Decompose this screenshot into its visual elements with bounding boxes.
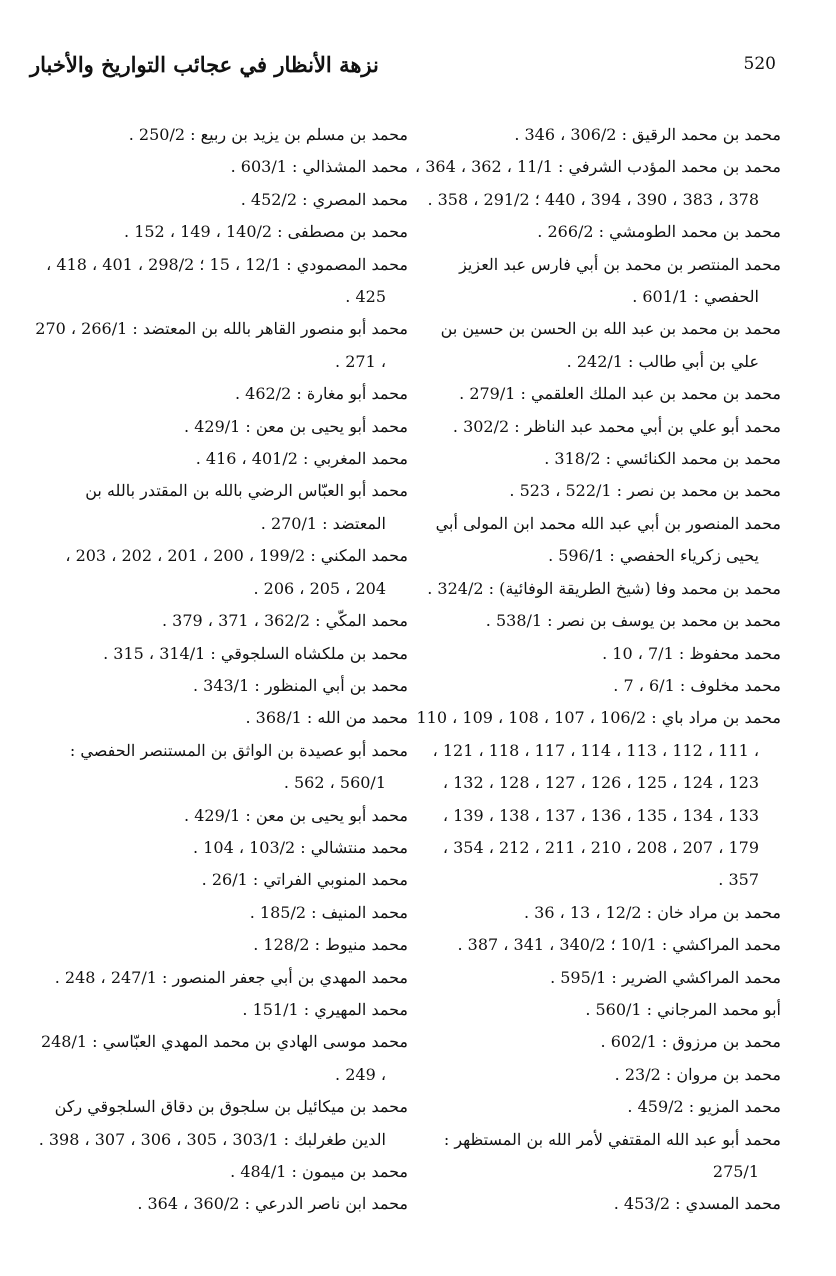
- index-entry: محمد أبو عصيدة بن الواثق بن المستنصر الحفصي : 560/1 ، 562 .: [69, 740, 408, 793]
- index-entry: محمد بن مراد باي : 106/2 ، 107 ، 108 ، 109 ، 110 ، 111 ، 112 ، 113 ، 114 ، 117 ، 118 ، 121 ، 123 ، 124 ، 125 ، 126 ، 127 ، 128 ، 132 ، 133 ، 134 ، 135 ، 136 ، 137 ، 138 ، 139 ، 179 ، 207 ، 208 ، 210 ، 211 ، 212 ، 354 ، 357 .: [416, 708, 781, 890]
- index-entry: محمد بن محمد بن يوسف بن نصر : 538/1 .: [485, 611, 781, 631]
- index-entry: محمد أبو يحيى بن معن : 429/1 .: [184, 416, 408, 436]
- index-entry: محمد منيوط : 128/2 .: [253, 935, 408, 955]
- index-entry: محمد مخلوف : 6/1 ، 7 .: [613, 675, 781, 695]
- index-entry: محمد بن مرزوق : 602/1 .: [600, 1032, 781, 1052]
- index-entry: محمد المصري : 452/2 .: [240, 189, 408, 209]
- running-title: نزهة الأنظار في عجائب التواريخ والأخبار: [30, 51, 379, 77]
- index-entry: محمد بن محمد الطومشي : 266/2 .: [537, 222, 781, 242]
- index-entry: محمد أبو العبّاس الرضي بالله بن المقتدر بالله بن المعتضد : 270/1 .: [85, 481, 408, 533]
- index-entry: محمد بن مراد خان : 12/2 ، 13 ، 36 .: [524, 902, 781, 922]
- index-entry: محمد المكّي : 362/2 ، 371 ، 379 .: [162, 611, 408, 631]
- index-entry: محمد المهدي بن أبي جعفر المنصور : 247/1 ، 248 .: [54, 967, 408, 987]
- index-entry: محمد المنصور بن أبي عبد الله محمد ابن المولى أبي يحيى زكرياء الحفصي : 596/1 .: [435, 513, 781, 566]
- index-entry: محمد المكني : 199/2 ، 200 ، 201 ، 202 ، 203 ، 204 ، 205 ، 206 .: [65, 546, 408, 598]
- index-entry: محمد ابن ناصر الدرعي : 360/2 ، 364 .: [137, 1194, 408, 1214]
- index-column-right: [409, 119, 781, 1221]
- index-entry: محمد المراكشي : 10/1 ؛ 340/2 ، 341 ، 387 .: [457, 935, 781, 955]
- index-entry: محمد بن محمد بن عبد الملك العلقمي : 279/1 .: [459, 384, 781, 404]
- index-entry: محمد محفوظ : 7/1 ، 10 .: [602, 643, 781, 663]
- index-entry: محمد بن محمد بن نصر : 522/1 ، 523 .: [509, 481, 781, 501]
- index-entry: محمد بن مسلم بن يزيد بن ربيع : 250/2 .: [128, 125, 408, 144]
- index-entry: محمد المنيف : 185/2 .: [249, 902, 408, 922]
- index-entry: محمد المصمودي : 12/1 ، 15 ؛ 298/2 ، 401 ، 418 ، 425 .: [46, 254, 408, 307]
- index-entry: محمد بن مروان : 23/2 .: [614, 1064, 781, 1084]
- index-entry: محمد بن أبي المنظور : 343/1 .: [192, 675, 408, 695]
- page-number: 520: [743, 54, 776, 74]
- index-entry: محمد المراكشي الضرير : 595/1 .: [550, 967, 781, 987]
- index-entry: محمد المغربي : 401/2 ، 416 .: [195, 449, 408, 469]
- index-entry: محمد بن محمد الكنائسي : 318/2 .: [544, 449, 781, 469]
- index-entry: محمد من الله : 368/1 .: [245, 708, 408, 728]
- index-entry: محمد أبو عبد الله المقتفي لأمر الله بن المستظهر : 275/1: [443, 1129, 781, 1181]
- index-entry: محمد بن ملكشاه السلجوقي : 314/1 ، 315 .: [103, 643, 408, 663]
- page-header: [30, 44, 776, 84]
- index-entry: محمد بن ميكائيل بن سلجوق بن دقاق السلجوقي ركن الدين طغرلبك : 303/1 ، 305 ، 306 ، 307 ، 398 .: [38, 1097, 408, 1149]
- index-entry: محمد موسى الهادي بن محمد المهدي العبّاسي : 248/1 ، 249 .: [40, 1032, 408, 1084]
- index-entry: محمد أبو يحيى بن معن : 429/1 .: [184, 805, 408, 825]
- index-column-left: [32, 119, 408, 1221]
- index-entry: محمد المنتصر بن محمد بن أبي فارس عبد العزيز الحفصي : 601/1 .: [459, 254, 781, 307]
- index-entry: محمد المزيو : 459/2 .: [627, 1097, 781, 1117]
- index-entry: محمد المهيري : 151/1 .: [242, 999, 408, 1019]
- index-entry: أبو محمد المرجاني : 560/1 .: [585, 999, 781, 1019]
- index-entry: محمد بن محمد وفا (شيخ الطريقة الوفائية) : 324/2 .: [427, 578, 781, 598]
- index-entry: محمد أبو مغارة : 462/2 .: [235, 384, 408, 404]
- index-entry: محمد المسدي : 453/2 .: [613, 1194, 781, 1214]
- index-entry: محمد أبو علي بن أبي محمد عبد الناظر : 302/2 .: [452, 416, 781, 436]
- index-entry: محمد منتشالي : 103/2 ، 104 .: [193, 837, 408, 857]
- index-entry: محمد بن محمد الرقيق : 306/2 ، 346 .: [514, 125, 781, 144]
- index-entry: محمد المنوبي الفراتي : 26/1 .: [201, 870, 408, 890]
- index-entry: محمد بن ميمون : 484/1 .: [230, 1162, 408, 1181]
- index-entry: محمد أبو منصور القاهر بالله بن المعتضد : 266/1 ، 270 ، 271 .: [35, 319, 408, 371]
- index-entry: محمد بن محمد المؤدب الشرفي : 11/1 ، 362 ، 364 ، 378 ، 383 ، 390 ، 394 ، 440 ؛ 291/2 ، 358 .: [414, 157, 781, 209]
- index-entry: محمد المشذالي : 603/1 .: [230, 157, 408, 177]
- index-entry: محمد بن محمد بن عبد الله بن الحسن بن حسين بن علي بن أبي طالب : 242/1 .: [440, 319, 781, 371]
- index-entry: محمد بن مصطفى : 140/2 ، 149 ، 152 .: [124, 222, 408, 242]
